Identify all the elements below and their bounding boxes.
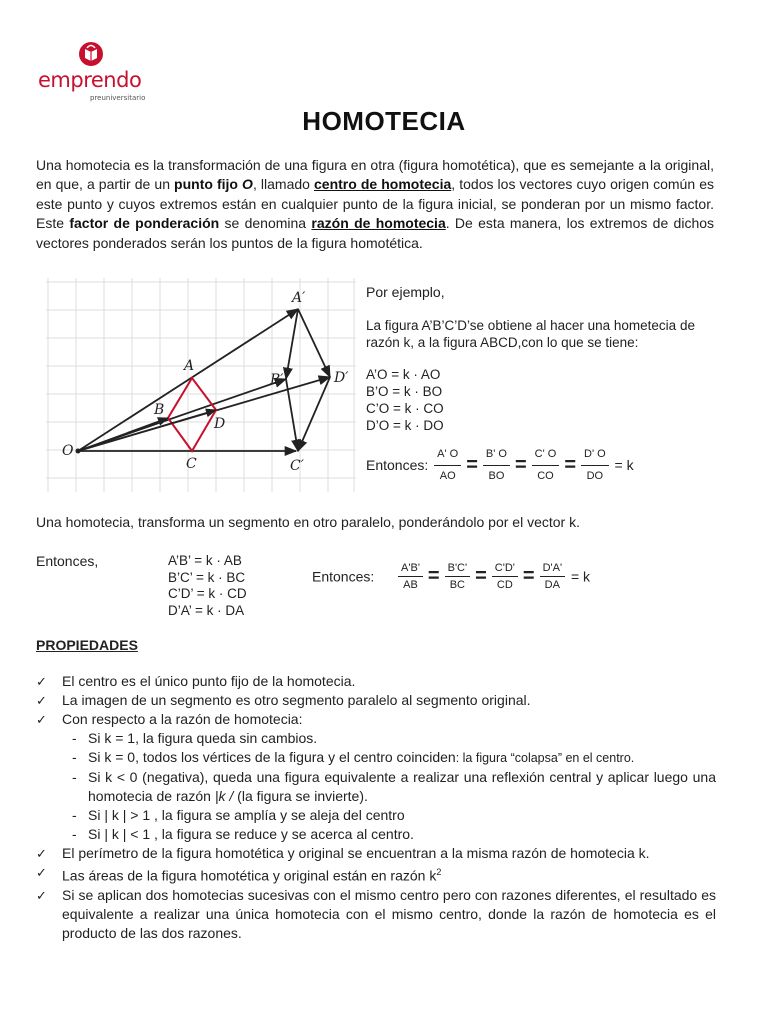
label-d-prime: D′ xyxy=(334,370,349,386)
equation: C’O = k · CO xyxy=(366,401,444,416)
fraction: $\frac{D'A'}{DA}$ xyxy=(540,562,565,591)
dash-icon: - xyxy=(72,769,77,785)
dash-icon: - xyxy=(72,730,77,746)
label-c-prime: C′ xyxy=(290,458,304,474)
sub-item: - Si k < 0 (negativa), queda una figura equivalente a realizar una reflexión central y aplicar luego una homotecia de razón |k / (la figura se invierte). xyxy=(72,769,716,804)
fraction: $\frac{A'B'}{AB}$ xyxy=(398,562,423,591)
label-o: O xyxy=(62,443,74,459)
example-equations xyxy=(366,366,716,434)
intro-paragraph xyxy=(36,156,714,253)
sub-item: - Si k = 0, todos los vértices de la figura y el centro coinciden: la figura “colapsa” en el centro. xyxy=(72,749,635,765)
sub-item: - Si k = 1, la figura queda sin cambios. xyxy=(72,730,318,746)
label-b: B xyxy=(154,402,165,418)
fraction: $\frac{B'C'}{BC}$ xyxy=(445,562,470,591)
section-title: PROPIEDADES xyxy=(36,637,138,653)
intro-text: Una homotecia es la transformación de una figura en otra (figura homotética), que es semejante a la original, en que, a partir de un xyxy=(36,157,714,193)
equation: C’D’ = k · CD xyxy=(168,586,247,602)
list-item: ✓ Las áreas de la figura homotética y original están en razón $k^2$ xyxy=(36,865,442,884)
label-b-prime: B′ xyxy=(270,372,284,388)
brand-logo xyxy=(38,40,158,106)
sub-item: - Si | k | < 1 , la figura se reduce y se acerca al centro. xyxy=(72,826,414,842)
entonces-label: Entonces, xyxy=(36,553,99,569)
dash-icon: - xyxy=(72,749,77,765)
list-item: ✓ El perímetro de la figura homotética y original se encuentran a la misma razón de homotecia k. xyxy=(36,845,650,861)
ratio-equation: Entonces: $\frac{A' O}{AO}$ = $\frac{B' O}{BO}$ = $\frac{C' O}{CO}$ = $\frac{D' O}{DO}$ = k xyxy=(366,446,716,485)
intro-text: . De esta manera, los extremos de dichos vectores ponderados serán los puntos de la figura homotética. xyxy=(36,215,715,251)
fraction: $\frac{B' O}{BO}$ xyxy=(483,446,510,485)
equation: B’O = k · BO xyxy=(366,384,443,399)
example-block xyxy=(366,284,716,485)
intro-term-factor: factor de ponderación xyxy=(69,215,220,232)
intro-bold-o: O xyxy=(242,176,253,193)
label-a-prime: A′ xyxy=(292,290,306,306)
list-item: ✓ Si se aplican dos homotecias sucesivas con el mismo centro pero con razones diferentes, el resultado es equivalente a realizar una única homotecia con el mismo centro, donde la razón de homotecia es el producto de las dos razones. xyxy=(36,886,716,941)
check-icon: ✓ xyxy=(36,846,47,861)
segment-equations xyxy=(168,553,247,619)
equation: D’O = k · DO xyxy=(366,418,444,433)
center-point xyxy=(76,449,81,454)
check-icon: ✓ xyxy=(36,712,47,727)
list-item: ✓ Con respecto a la razón de homotecia: xyxy=(36,711,303,727)
ratio-result: = k xyxy=(570,568,591,585)
example-intro: Por ejemplo, xyxy=(366,284,445,300)
check-icon: ✓ xyxy=(36,693,47,708)
dash-icon: - xyxy=(72,807,77,823)
dash-icon: - xyxy=(72,826,77,842)
intro-term-centro: centro de homotecia xyxy=(314,176,452,193)
example-text-line2: razón k, a la figura ABCD,con lo que se tiene: xyxy=(366,335,639,350)
equation: A’B’ = k · AB xyxy=(168,553,242,568)
page-title: HOMOTECIA xyxy=(302,106,466,136)
check-icon: ✓ xyxy=(36,887,47,903)
sub-item: - Si | k | > 1 , la figura se amplía y se aleja del centro xyxy=(72,807,405,823)
entonces-label: Entonces: xyxy=(366,457,429,473)
label-d: D xyxy=(214,416,226,432)
list-item: ✓ La imagen de un segmento es otro segmento paralelo al segmento original. xyxy=(36,692,531,708)
equation: D’A’ = k · DA xyxy=(168,602,245,618)
intro-text: , llamado xyxy=(252,176,314,193)
example-text-line1: La figura A’B’C’D’se obtiene al hacer una hometecia de xyxy=(366,318,695,333)
homothety-diagram xyxy=(46,278,356,492)
fraction: $\frac{A' O}{AO}$ xyxy=(434,446,461,485)
equation: A’O = k · AO xyxy=(366,367,441,382)
equation: B’C’ = k · BC xyxy=(168,569,246,585)
check-icon: ✓ xyxy=(36,674,47,689)
ratio-result: = k xyxy=(614,457,634,473)
intro-text: se denomina xyxy=(219,215,312,232)
check-icon: ✓ xyxy=(36,865,47,880)
intro-term-razon: razón de homotecia xyxy=(311,215,446,232)
properties-list xyxy=(36,672,716,943)
segment-ratio-equation: Entonces: $\frac{A'B'}{AB}$ = $\frac{B'C'}{BC}$ = $\frac{C'D'}{CD}$ = $\frac{D'A'}{DA}$ = k xyxy=(312,562,591,591)
fraction: $\frac{D' O}{DO}$ xyxy=(581,446,609,485)
fraction: $\frac{C' O}{CO}$ xyxy=(532,446,560,485)
logo-wordmark: emprendo xyxy=(38,68,142,92)
segment-text: Una homotecia, transforma un segmento en otro paralelo, ponderándolo por el vector k. xyxy=(36,514,580,530)
intro-bold-punto-fijo: punto fijo xyxy=(174,176,243,193)
grid xyxy=(46,278,356,492)
intro-text: , todos los vectores cuyo origen común es este punto y cuyos extremos están en cualquier punto de la figura inicial, se ponderan por un mismo factor. Este xyxy=(36,176,714,232)
logo-tagline: preuniversitario xyxy=(90,94,146,102)
label-c: C xyxy=(186,456,197,472)
list-item: ✓ El centro es el único punto fijo de la homotecia. xyxy=(36,673,356,689)
label-a: A xyxy=(184,358,195,374)
entonces-label: Entonces: xyxy=(312,568,375,585)
fraction: $\frac{C'D'}{CD}$ xyxy=(492,562,518,591)
